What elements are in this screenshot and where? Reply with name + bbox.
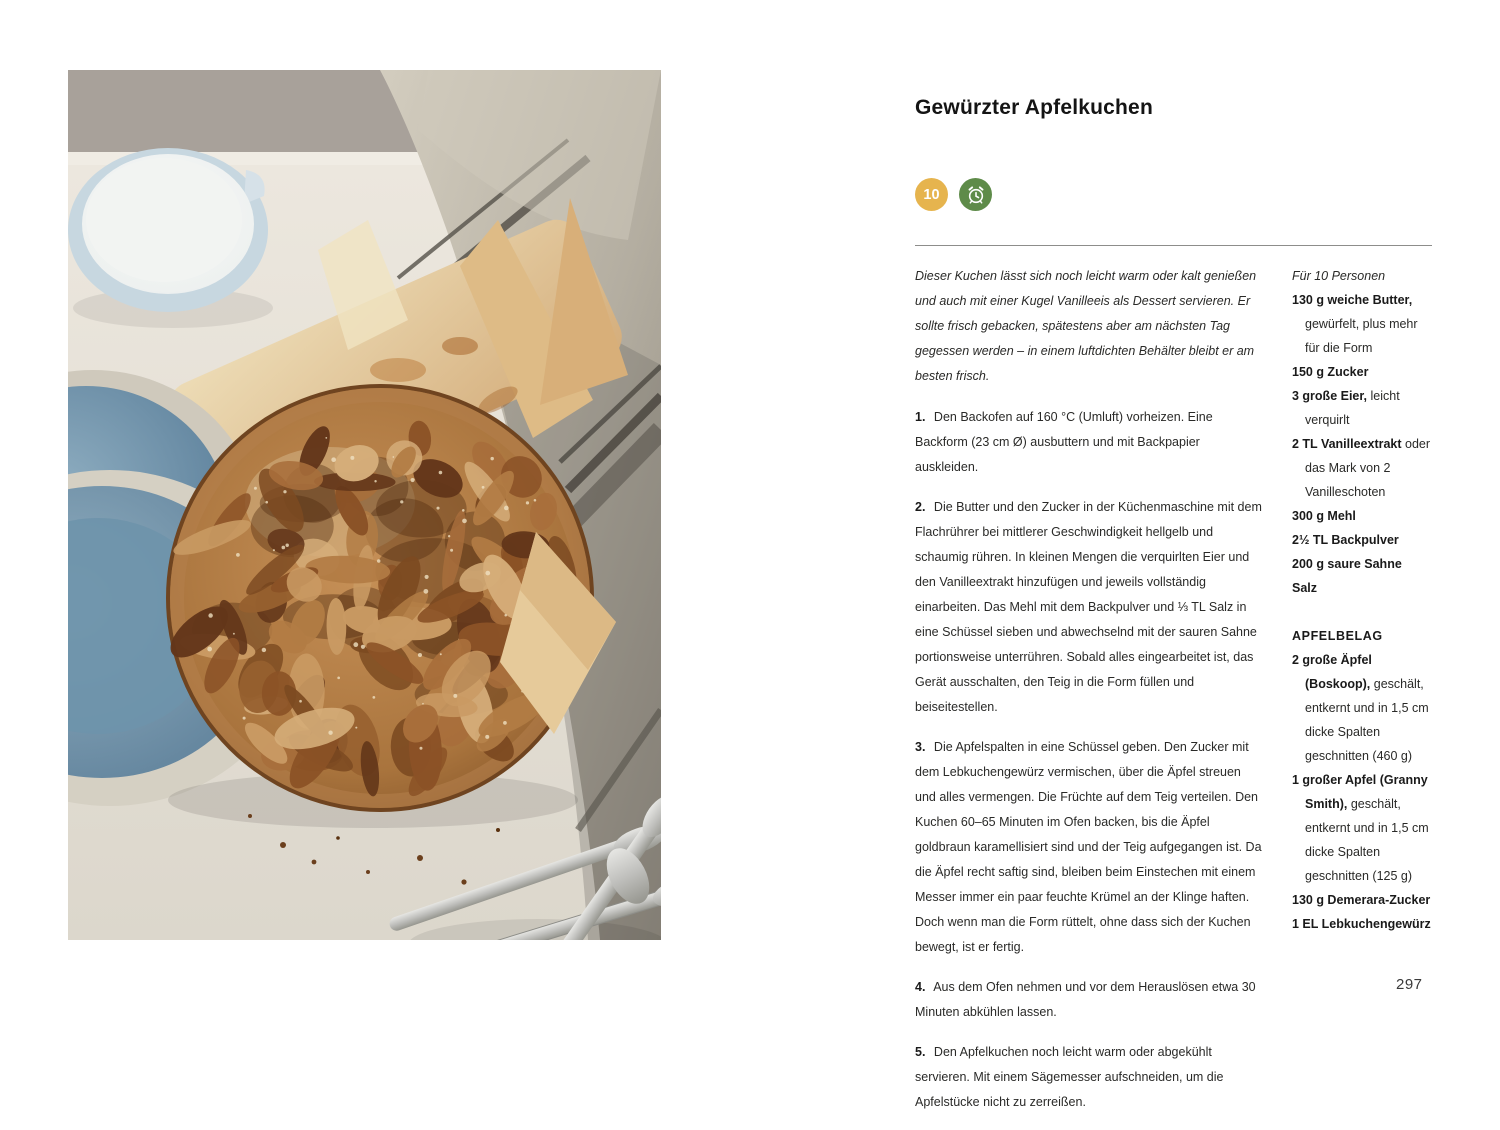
ingredient-amount: Salz [1292,581,1318,595]
step-number: 1. [915,410,926,424]
recipe-panel [915,96,1432,1109]
ingredient-amount: 130 g Demerara-Zucker [1292,893,1431,907]
ingredients-list-topping [1292,648,1432,936]
recipe-photo [68,70,661,940]
ingredient-amount: 300 g Mehl [1292,509,1356,523]
page-number: 297 [1396,976,1423,993]
ingredient-item: 2 große Äpfel (Boskoop), geschält, entkernt und in 1,5 cm dicke Spalten geschnitten (460 g) [1292,653,1429,763]
recipe-columns [915,264,1432,1130]
step-number: 3. [915,740,926,754]
recipe-step: 3. Die Apfelspalten in eine Schüssel geben. Den Zucker mit dem Lebkuchengewürz vermischen, über die Äpfel streuen und alles vermengen. Die Früchte auf dem Teig verteilen. Den Kuchen 60–65 Minuten im Ofen backen, bis die Äpfel goldbraun karamellisiert sind und der Teig aufgegangen ist. Da die Äpfel recht saftig sind, bleiben beim Einstechen mit einem Messer immer ein paar feuchte Krümel an der Klinge haften. Doch wenn man die Form rüttelt, ohne dass sich der Kuchen bewegt, ist er fertig. [915,740,1262,954]
ingredient-amount: 3 große Eier, [1292,389,1368,403]
ingredients-list-main [1292,288,1432,600]
ingredient-item [1292,504,1432,528]
ingredient-item [1292,552,1432,576]
recipe-step: 4. Aus dem Ofen nehmen und vor dem Herauslösen etwa 30 Minuten abkühlen lassen. [915,980,1256,1019]
recipe-step: 5. Den Apfelkuchen noch leicht warm oder abgekühlt servieren. Mit einem Sägemesser aufschneiden, um die Apfelstücke nicht zu zerreißen. [915,1045,1224,1109]
ingredient-amount: 2½ TL Backpulver [1292,533,1399,547]
divider [915,245,1432,246]
recipe-badges [915,178,992,211]
servings-count: 10 [923,186,940,203]
servings-badge [915,178,948,211]
step-number: 4. [915,980,926,994]
ingredient-amount: 1 EL Lebkuchengewürz [1292,917,1431,931]
ingredient-amount: 130 g weiche Butter, [1292,293,1413,307]
ingredient-amount: 200 g saure Sahne [1292,557,1402,571]
ingredient-item [1292,360,1432,384]
recipe-title: Gewürzter Apfelkuchen [915,96,1153,119]
ingredients-column [1292,264,1432,1130]
ingredient-item: 2 TL Vanilleextrakt oder das Mark von 2 Vanilleschoten [1292,437,1431,499]
step-number: 2. [915,500,926,514]
ingredient-item: 1 großer Apfel (Granny Smith), geschält, entkernt und in 1,5 cm dicke Spalten geschnitten (125 g) [1292,773,1429,883]
timer-badge [959,178,992,211]
ingredient-item: 3 große Eier, leicht verquirlt [1292,389,1400,427]
ingredient-amount: 150 g Zucker [1292,365,1369,379]
recipe-step: 1. Den Backofen auf 160 °C (Umluft) vorheizen. Eine Backform (23 cm Ø) ausbuttern und mit Backpapier auskleiden. [915,410,1213,474]
ingredient-item [1292,888,1432,912]
ingredient-amount: 2 TL Vanilleextrakt [1292,437,1402,451]
step-number: 5. [915,1045,926,1059]
ingredients-section-header: APFELBELAG [1292,629,1383,643]
recipe-intro: Dieser Kuchen lässt sich noch leicht warm oder kalt genießen und auch mit einer Kugel Vanilleeis als Dessert servieren. Er sollte frisch gebacken, spätestens aber am nächsten Tag gegessen werden – in einem luftdichten Behälter bleibt er am besten frisch. [915,269,1257,383]
servings-note: Für 10 Personen [1292,269,1386,283]
ingredient-amount: 2 große Äpfel (Boskoop), [1292,653,1372,691]
ingredient-item [1292,528,1432,552]
method-column [915,264,1265,1130]
recipe-step: 2. Die Butter und den Zucker in der Küchenmaschine mit dem Flachrührer bei mittlerer Geschwindigkeit hellgelb und schaumig rühren. In kleinen Mengen die verquirlten Eier und den Vanilleextrakt hinzufügen und jeweils vollständig einarbeiten. Das Mehl mit dem Backpulver und ⅓ TL Salz in eine Schüssel sieben und abwechselnd mit der sauren Sahne portionsweise unterrühren. Sobald alles eingearbeitet ist, das Gerät ausschalten, den Teig in die Form füllen und beiseitestellen. [915,500,1262,714]
alarm-clock-icon [966,185,986,205]
ingredient-item [1292,576,1432,600]
ingredient-item [1292,912,1432,936]
recipe-photo-illustration [68,70,661,940]
ingredient-amount: 1 großer Apfel (Granny Smith), [1292,773,1428,811]
recipe-steps [915,405,1265,1115]
ingredient-item: 130 g weiche Butter, gewürfelt, plus mehr für die Form [1292,293,1418,355]
